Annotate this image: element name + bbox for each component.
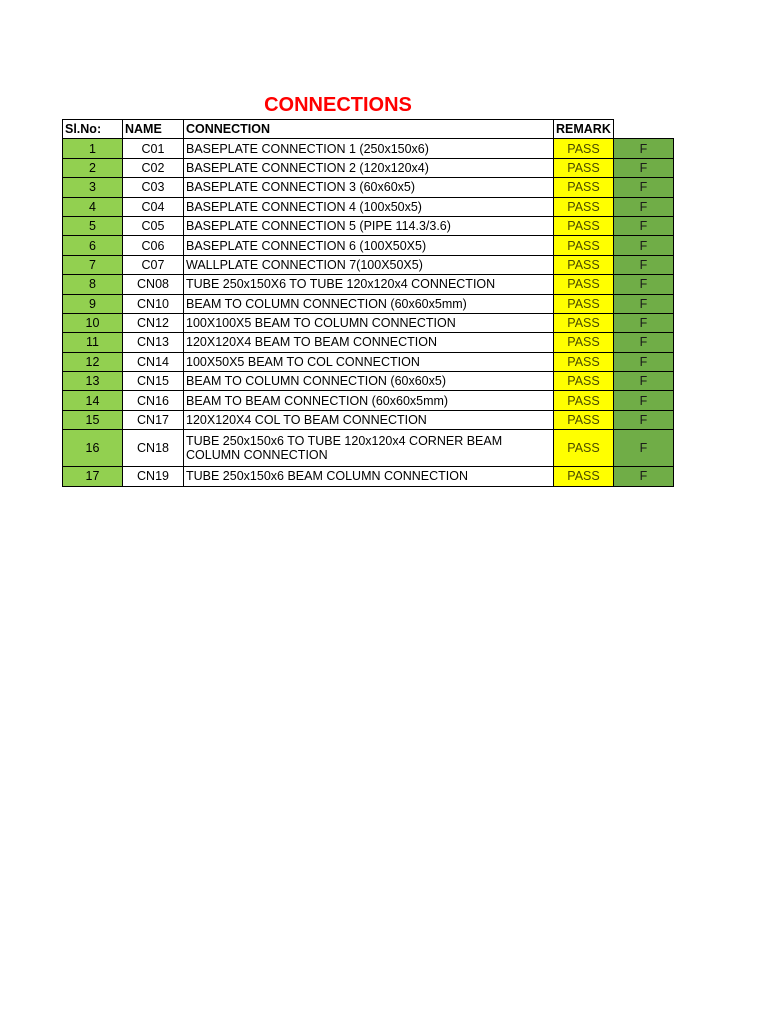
cell-connection: TUBE 250x150x6 BEAM COLUMN CONNECTION — [184, 467, 554, 486]
cell-flag: F — [614, 333, 674, 352]
table-row — [63, 372, 674, 391]
cell-remark: PASS — [554, 255, 614, 274]
header-name: NAME — [123, 120, 184, 139]
cell-flag: F — [614, 216, 674, 235]
cell-name: CN14 — [123, 352, 184, 371]
cell-remark: PASS — [554, 294, 614, 313]
cell-remark: PASS — [554, 352, 614, 371]
table-row — [63, 313, 674, 332]
cell-connection: BEAM TO COLUMN CONNECTION (60x60x5mm) — [184, 294, 554, 313]
cell-remark: PASS — [554, 333, 614, 352]
cell-flag: F — [614, 352, 674, 371]
cell-name: C07 — [123, 255, 184, 274]
cell-remark: PASS — [554, 372, 614, 391]
header-blank — [614, 120, 674, 139]
cell-name: C02 — [123, 158, 184, 177]
cell-sl-no: 14 — [63, 391, 123, 410]
cell-flag: F — [614, 410, 674, 429]
table-row — [63, 197, 674, 216]
cell-sl-no: 5 — [63, 216, 123, 235]
cell-flag: F — [614, 158, 674, 177]
table-row — [63, 352, 674, 371]
cell-name: C03 — [123, 178, 184, 197]
cell-sl-no: 2 — [63, 158, 123, 177]
cell-name: CN19 — [123, 467, 184, 486]
cell-name: C04 — [123, 197, 184, 216]
cell-sl-no: 11 — [63, 333, 123, 352]
cell-remark: PASS — [554, 430, 614, 467]
cell-name: CN10 — [123, 294, 184, 313]
table-row — [63, 294, 674, 313]
cell-name: CN16 — [123, 391, 184, 410]
cell-flag: F — [614, 430, 674, 467]
cell-sl-no: 3 — [63, 178, 123, 197]
table-row — [63, 333, 674, 352]
cell-connection: WALLPLATE CONNECTION 7(100X50X5) — [184, 255, 554, 274]
cell-remark: PASS — [554, 216, 614, 235]
cell-sl-no: 13 — [63, 372, 123, 391]
cell-connection: BASEPLATE CONNECTION 6 (100X50X5) — [184, 236, 554, 255]
cell-connection: 120X120X4 BEAM TO BEAM CONNECTION — [184, 333, 554, 352]
cell-connection: TUBE 250x150X6 TO TUBE 120x120x4 CONNECTION — [184, 275, 554, 294]
table-row — [63, 178, 674, 197]
table-row — [63, 430, 674, 467]
table-row — [63, 139, 674, 158]
cell-sl-no: 10 — [63, 313, 123, 332]
cell-remark: PASS — [554, 410, 614, 429]
cell-flag: F — [614, 313, 674, 332]
cell-connection: TUBE 250x150x6 TO TUBE 120x120x4 CORNER BEAM COLUMN CONNECTION — [184, 430, 554, 467]
header-connection: CONNECTION — [184, 120, 554, 139]
table-row — [63, 158, 674, 177]
cell-remark: PASS — [554, 236, 614, 255]
cell-flag: F — [614, 294, 674, 313]
cell-flag: F — [614, 139, 674, 158]
cell-sl-no: 6 — [63, 236, 123, 255]
cell-sl-no: 4 — [63, 197, 123, 216]
cell-name: C05 — [123, 216, 184, 235]
cell-flag: F — [614, 372, 674, 391]
table-row — [63, 410, 674, 429]
cell-name: C06 — [123, 236, 184, 255]
cell-connection: 100X100X5 BEAM TO COLUMN CONNECTION — [184, 313, 554, 332]
sheet-title: CONNECTIONS — [264, 94, 412, 116]
table-row — [63, 467, 674, 486]
cell-remark: PASS — [554, 275, 614, 294]
cell-sl-no: 17 — [63, 467, 123, 486]
table-row — [63, 216, 674, 235]
cell-connection: 100X50X5 BEAM TO COL CONNECTION — [184, 352, 554, 371]
cell-flag: F — [614, 275, 674, 294]
cell-sl-no: 8 — [63, 275, 123, 294]
connections-table — [62, 119, 674, 487]
cell-name: CN17 — [123, 410, 184, 429]
cell-name: CN13 — [123, 333, 184, 352]
cell-connection: BEAM TO BEAM CONNECTION (60x60x5mm) — [184, 391, 554, 410]
cell-flag: F — [614, 197, 674, 216]
cell-remark: PASS — [554, 197, 614, 216]
table-row — [63, 255, 674, 274]
header-sl: Sl.No: — [63, 120, 123, 139]
header-row — [63, 120, 674, 139]
cell-sl-no: 1 — [63, 139, 123, 158]
table-row — [63, 275, 674, 294]
table-body — [63, 139, 674, 486]
cell-sl-no: 9 — [63, 294, 123, 313]
cell-name: CN08 — [123, 275, 184, 294]
cell-name: CN15 — [123, 372, 184, 391]
table-row — [63, 236, 674, 255]
cell-remark: PASS — [554, 467, 614, 486]
cell-name: CN18 — [123, 430, 184, 467]
cell-connection: BASEPLATE CONNECTION 2 (120x120x4) — [184, 158, 554, 177]
cell-flag: F — [614, 178, 674, 197]
cell-flag: F — [614, 467, 674, 486]
cell-flag: F — [614, 236, 674, 255]
cell-remark: PASS — [554, 313, 614, 332]
cell-sl-no: 16 — [63, 430, 123, 467]
cell-flag: F — [614, 391, 674, 410]
cell-sl-no: 15 — [63, 410, 123, 429]
header-remark: REMARK — [554, 120, 614, 139]
cell-name: CN12 — [123, 313, 184, 332]
cell-remark: PASS — [554, 391, 614, 410]
cell-remark: PASS — [554, 178, 614, 197]
cell-connection: BASEPLATE CONNECTION 1 (250x150x6) — [184, 139, 554, 158]
cell-connection: BASEPLATE CONNECTION 3 (60x60x5) — [184, 178, 554, 197]
cell-flag: F — [614, 255, 674, 274]
cell-remark: PASS — [554, 158, 614, 177]
cell-connection: BASEPLATE CONNECTION 4 (100x50x5) — [184, 197, 554, 216]
cell-name: C01 — [123, 139, 184, 158]
cell-connection: 120X120X4 COL TO BEAM CONNECTION — [184, 410, 554, 429]
cell-connection: BEAM TO COLUMN CONNECTION (60x60x5) — [184, 372, 554, 391]
cell-sl-no: 7 — [63, 255, 123, 274]
table-row — [63, 391, 674, 410]
cell-connection: BASEPLATE CONNECTION 5 (PIPE 114.3/3.6) — [184, 216, 554, 235]
cell-sl-no: 12 — [63, 352, 123, 371]
cell-remark: PASS — [554, 139, 614, 158]
